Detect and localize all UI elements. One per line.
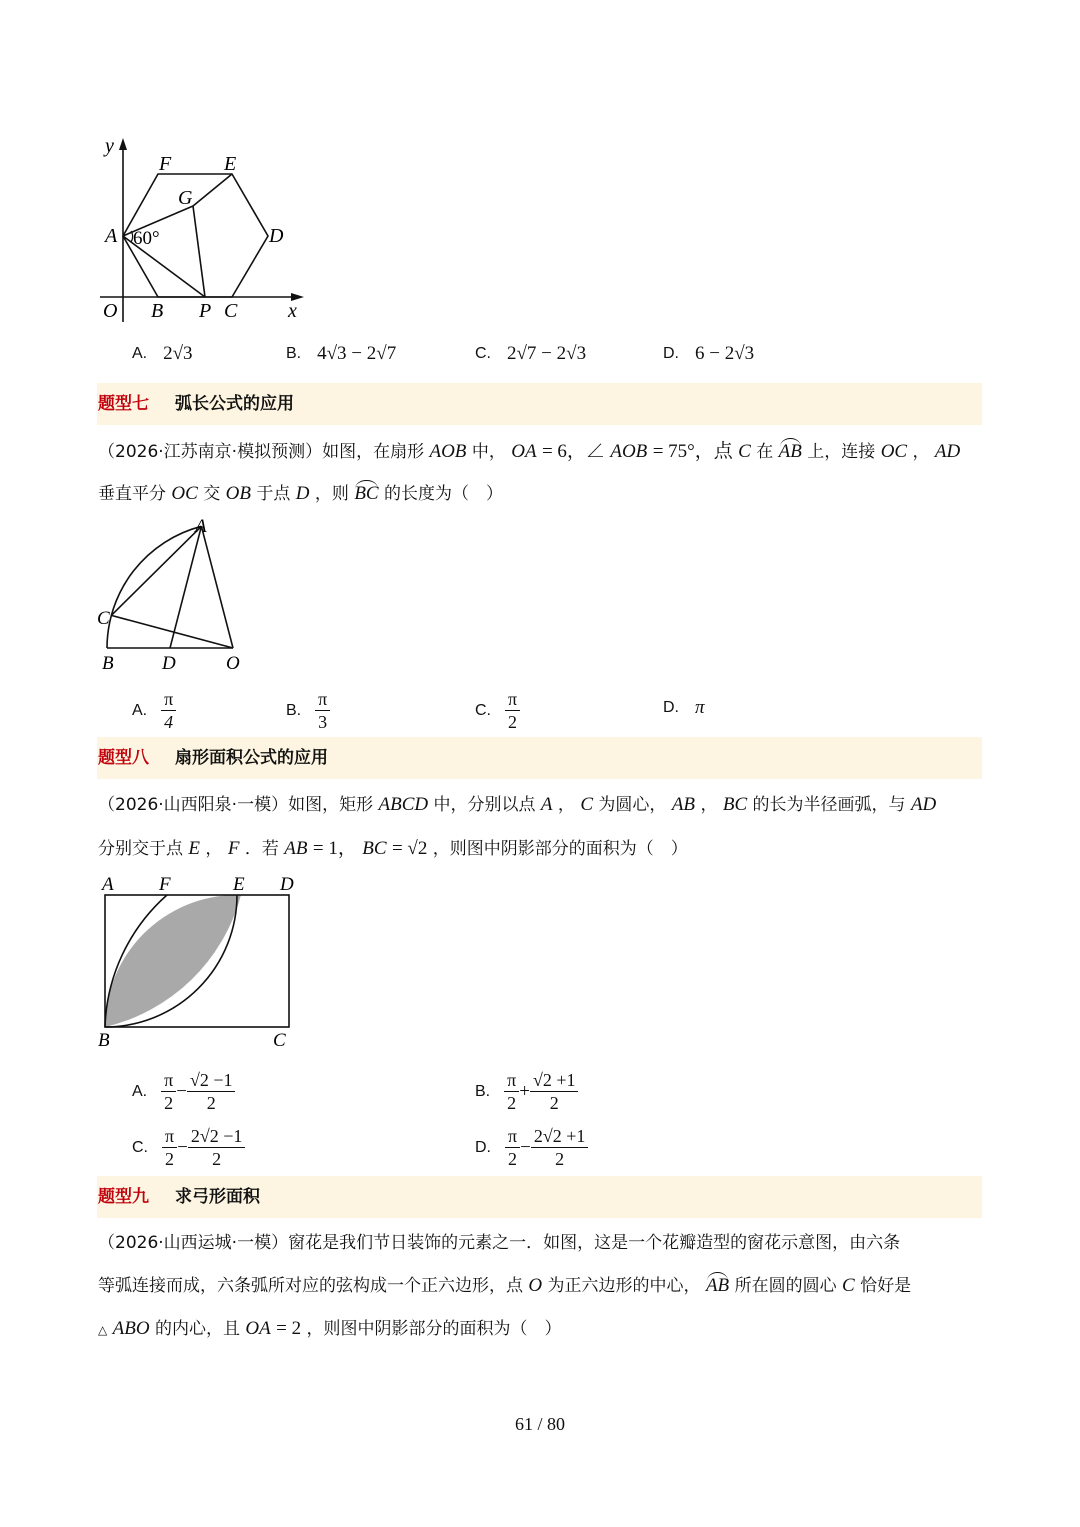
denominator: 2 — [165, 1149, 175, 1169]
option-label: D. — [663, 345, 679, 362]
text-fragment: 为正六边形的中心， — [547, 1276, 701, 1296]
triangle-symbol: △ — [98, 1323, 108, 1337]
text-fragment: ， — [557, 795, 575, 815]
point-label-b: B — [151, 300, 164, 322]
math-term: OA — [245, 1318, 271, 1339]
option-d[interactable] — [663, 343, 754, 365]
text-fragment: 分别交于点 — [98, 839, 183, 859]
text-fragment: 交 — [203, 484, 221, 504]
math-term: AD — [910, 794, 937, 815]
option-value: 6 − 2√3 — [695, 343, 755, 364]
math-term: AOB — [429, 441, 467, 462]
math-term: OC — [171, 483, 198, 504]
text-fragment: 在 — [756, 442, 774, 462]
point-label-p: P — [199, 300, 212, 322]
text-fragment: 上，连接 — [807, 442, 876, 462]
fraction — [315, 688, 330, 733]
math-term: C — [580, 794, 594, 815]
question-source: （2026·山西阳泉·一模）如图，矩形 — [98, 795, 374, 815]
question-text-line: （2026·山西运城·一模）窗花是我们节日装饰的元素之一．如图，这是一个花瓣造型的窗花示意图，由六条 — [98, 1233, 901, 1253]
point-label-g: G — [178, 187, 193, 209]
text-fragment: 的长为半径画弧，与 — [752, 795, 906, 815]
point-label-a: A — [105, 225, 118, 247]
fraction — [505, 688, 520, 733]
text-fragment: 于点 — [256, 484, 291, 504]
point-label-c: C — [97, 608, 110, 629]
option-label: C. — [475, 701, 491, 719]
section-title: 题型九 — [98, 1187, 149, 1207]
option-label: D. — [663, 699, 679, 716]
option-c[interactable] — [475, 688, 520, 733]
point-label-d: D — [162, 653, 176, 674]
sector-figure — [95, 512, 255, 677]
option-b[interactable] — [286, 688, 330, 733]
fraction — [531, 1125, 589, 1170]
fraction — [161, 1069, 176, 1114]
math-term: D — [295, 483, 310, 504]
text-fragment: 中，分别以点 — [433, 795, 536, 815]
text-fragment: 为圆心， — [598, 795, 667, 815]
fraction — [161, 688, 176, 733]
point-label-e: E — [224, 153, 237, 175]
fraction — [188, 1125, 246, 1170]
numerator: π — [161, 1069, 176, 1092]
point-label-d: D — [280, 874, 294, 895]
math-term: AB — [671, 794, 696, 815]
operator: − — [176, 1080, 187, 1102]
arc-term: AB — [778, 441, 802, 462]
option-a[interactable] — [132, 688, 176, 733]
section-name: 弧长公式的应用 — [175, 394, 294, 414]
option-label: A. — [132, 1082, 148, 1100]
math-term: C — [841, 1275, 855, 1296]
point-label-b: B — [102, 653, 114, 674]
math-term: = 1， — [312, 838, 357, 859]
option-value: π — [695, 697, 705, 718]
math-term: AD — [934, 441, 961, 462]
denominator: 2 — [508, 1149, 518, 1169]
numerator: 2√2 +1 — [531, 1125, 589, 1148]
section-name: 扇形面积公式的应用 — [175, 748, 328, 768]
point-label-f: F — [159, 153, 172, 175]
point-label-c: C — [273, 1030, 286, 1051]
operator: − — [520, 1136, 531, 1158]
y-axis-label: y — [105, 135, 114, 157]
math-term: C — [738, 441, 751, 462]
math-term: AOB — [610, 441, 648, 462]
math-term: BC — [722, 794, 748, 815]
denominator: 2 — [507, 1093, 517, 1113]
question-text-line — [98, 833, 688, 860]
option-label: B. — [475, 1082, 491, 1100]
math-term: AB — [284, 838, 308, 859]
numerator: √2 −1 — [187, 1069, 236, 1092]
point-label-o: O — [103, 300, 118, 322]
text-fragment: ．若 — [244, 839, 279, 859]
option-label: A. — [132, 345, 148, 362]
operator: + — [519, 1080, 530, 1102]
math-term: = 2 — [276, 1318, 302, 1339]
math-term: ABO — [112, 1318, 150, 1339]
option-a[interactable] — [132, 343, 193, 365]
text-fragment: ， — [700, 795, 718, 815]
point-label-d: D — [269, 225, 284, 247]
option-c[interactable] — [132, 1125, 245, 1170]
denominator: 2 — [549, 1093, 559, 1113]
numerator: π — [315, 688, 330, 711]
option-label: B. — [286, 345, 302, 362]
text-fragment: ， — [205, 839, 223, 859]
text-fragment: 垂直平分 — [98, 484, 166, 504]
point-label-b: B — [98, 1030, 110, 1051]
point-label-a: A — [195, 516, 207, 537]
fraction — [530, 1069, 579, 1114]
question-text-line — [98, 790, 936, 816]
question-source: （2026·江苏南京·模拟预测）如图，在扇形 — [98, 442, 425, 462]
hexagon-coordinate-figure — [95, 130, 315, 330]
denominator: 4 — [164, 712, 174, 732]
denominator: 2 — [206, 1093, 216, 1113]
text-fragment: 恰好是 — [860, 1276, 912, 1296]
text-fragment: ，则图中阴影部分的面积为（ ） — [432, 839, 688, 859]
numerator: π — [161, 688, 176, 711]
math-term: BC — [362, 838, 387, 859]
math-term: = √2 — [391, 838, 428, 859]
question-text-line — [98, 1314, 562, 1340]
numerator: 2√2 −1 — [188, 1125, 246, 1148]
point-label-e: E — [233, 874, 245, 895]
option-label: B. — [286, 701, 302, 719]
math-term: A — [540, 794, 553, 815]
option-c[interactable] — [475, 343, 586, 365]
option-b[interactable] — [286, 343, 396, 365]
option-value: 2√7 − 2√3 — [507, 343, 587, 364]
option-d[interactable] — [475, 1125, 588, 1170]
point-label-c: C — [224, 300, 238, 322]
option-label: C. — [132, 1138, 148, 1156]
option-label: A. — [132, 701, 148, 719]
numerator: π — [505, 688, 520, 711]
arc-term: BC — [354, 483, 379, 504]
page-number: 61 / 80 — [514, 1414, 565, 1434]
question-text-line — [98, 436, 960, 463]
numerator: π — [505, 1125, 520, 1148]
question-text-line — [98, 1271, 911, 1297]
point-label-f: F — [159, 874, 171, 895]
denominator: 2 — [555, 1149, 565, 1169]
operator: − — [177, 1136, 188, 1158]
section-title: 题型七 — [98, 394, 149, 414]
option-value: 2√3 — [163, 343, 193, 364]
text-fragment: 等弧连接而成，六条弧所对应的弦构成一个正六边形，点 — [98, 1276, 523, 1296]
math-term: F — [227, 838, 240, 859]
denominator: 3 — [318, 712, 328, 732]
text-fragment: 的长度为（ ） — [384, 484, 503, 504]
numerator: √2 +1 — [530, 1069, 579, 1092]
option-value: 4√3 − 2√7 — [317, 343, 397, 364]
point-label-o: O — [226, 653, 240, 674]
text-fragment: ，则 — [314, 484, 349, 504]
math-term: E — [188, 838, 201, 859]
denominator: 2 — [212, 1149, 222, 1169]
math-term: O — [528, 1275, 543, 1296]
denominator: 2 — [164, 1093, 174, 1113]
text-fragment: ，则图中阴影部分的面积为（ ） — [306, 1319, 562, 1339]
fraction — [187, 1069, 236, 1114]
math-term: ABCD — [378, 794, 429, 815]
rectangle-arcs-figure — [95, 870, 315, 1055]
option-d[interactable] — [663, 697, 705, 719]
arc-term: AB — [705, 1275, 730, 1296]
fraction — [505, 1125, 520, 1170]
x-axis-label: x — [288, 300, 297, 322]
option-a[interactable] — [132, 1069, 235, 1114]
section-name: 求弓形面积 — [175, 1187, 260, 1207]
text-fragment: ， — [912, 442, 930, 462]
math-term: = 75°，点 — [652, 441, 733, 462]
section-title: 题型八 — [98, 748, 149, 768]
option-label: D. — [475, 1138, 491, 1156]
fraction — [504, 1069, 519, 1114]
option-b[interactable] — [475, 1069, 578, 1114]
denominator: 2 — [508, 712, 518, 732]
math-term: OC — [880, 441, 908, 462]
option-label: C. — [475, 345, 491, 362]
numerator: π — [162, 1125, 177, 1148]
question-text-line — [98, 479, 503, 505]
text-fragment: 的内心，且 — [154, 1319, 240, 1339]
point-label-a: A — [102, 874, 114, 895]
fraction — [162, 1125, 177, 1170]
math-term: OB — [225, 483, 251, 504]
text-fragment: 所在圆的圆心 — [734, 1276, 837, 1296]
math-term: = 6，∠ — [541, 441, 605, 462]
text-fragment: 中， — [471, 442, 506, 462]
numerator: π — [504, 1069, 519, 1092]
math-term: OA — [511, 441, 537, 462]
angle-label: 60° — [133, 228, 160, 249]
